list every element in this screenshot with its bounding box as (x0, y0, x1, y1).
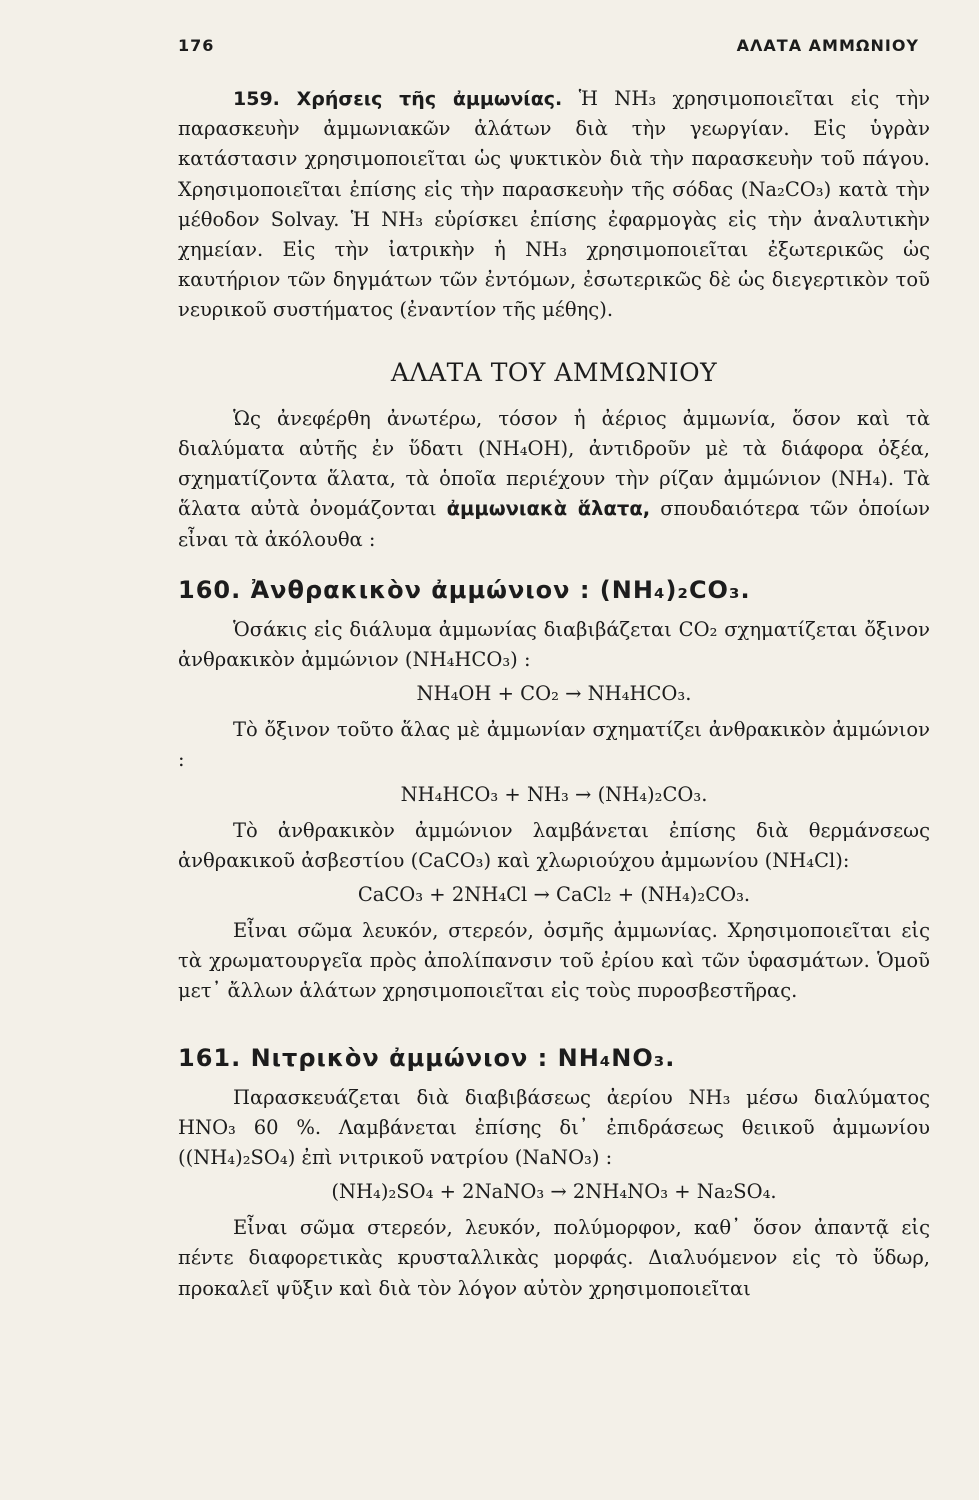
section-160-p1: Ὁσάκις εἰς διάλυμα ἀμμωνίας διαβιβάζεται CO₂ σχηματίζεται ὄξινον ἀνθρακικὸν ἀμμώνιον (NH₄HCO₃) : (178, 617, 930, 672)
salts-intro-bold: ἀμμωνιακὰ ἅλατα, (446, 497, 651, 521)
salts-intro (178, 404, 930, 555)
section-160-eq1: NH₄OH + CO₂ → NH₄HCO₃. (416, 682, 692, 706)
section-160-eq2: NH₄HCO₃ + NH₃ → (NH₄)₂CO₃. (400, 782, 708, 806)
section-159-body: Ἡ NH₃ χρησιμοποιεῖται εἰς τὴν παρασκευὴν ἀμμωνιακῶν ἁλάτων διὰ τὴν γεωργίαν. Εἰς ὑγρὰν κατάστασιν χρησιμοποιεῖται ὡς ψυκτικὸν διὰ τὴν παρασκευὴν τοῦ πάγου. Χρησιμοποιεῖται ἐπίσης εἰς τὴν παρασκευὴν τῆς σόδας (Na₂CO₃) κατὰ τὴν μέθοδον Solvay. Ἡ NH₃ εὑρίσκει ἐπίσης ἐφαρμογὰς εἰς τὴν ἀναλυτικὴν χημείαν. Εἰς τὴν ἰατρικὴν ἡ NH₃ χρησιμοποιεῖται ἐξωτερικῶς ὡς καυτήριον τῶν δηγμάτων τῶν ἐντόμων, ἐσωτερικῶς δὲ ὡς διεγερτικὸν τοῦ νευρικοῦ συστήματος (ἐναντίον τῆς μέθης). (178, 87, 930, 322)
page-number: 176 (178, 36, 215, 55)
section-161-eq1: (NH₄)₂SO₄ + 2NaNO₃ → 2NH₄NO₃ + Na₂SO₄. (331, 1180, 777, 1204)
section-160-p2: Τὸ ὄξινον τοῦτο ἅλας μὲ ἀμμωνίαν σχηματίζει ἀνθρακικὸν ἀμμώνιον : (178, 718, 930, 772)
section-160-p4: Εἶναι σῶμα λευκόν, στερεόν, ὀσμῆς ἀμμωνίας. Χρησιμοποιεῖται εἰς τὰ χρωματουργεῖα πρὸς ἀπολίπανσιν τοῦ ἐρίου καὶ τῶν ὑφασμάτων. Ὁμοῦ μετ᾽ ἄλλων ἁλάτων χρησιμοποιεῖται εἰς τοὺς πυροσβεστῆρας. (178, 919, 930, 1003)
page-body (178, 84, 930, 1304)
salts-intro-text: Ὡς ἀνεφέρθη ἀνωτέρω, τόσον ἡ ἀέριος ἀμμωνία, ὅσον καὶ τὰ διαλύματα αὐτῆς ἐν ὕδατι (NH₄OH), ἀντιδροῦν μὲ τὰ διάφορα ὀξέα, σχηματίζοντα ἅλατα, τὰ ὁποῖα περιέχουν τὴν ρίζαν ἀμμώνιον (NH₄). Τὰ ἅλατα αὐτὰ ὀνομάζονται (178, 406, 930, 521)
salts-intro-end: σπουδαιότερα τῶν ὁποίων εἶναι τὰ ἀκόλουθα : (178, 497, 930, 551)
section-160-heading: 160. Ἀνθρακικὸν ἀμμώνιον : (NH₄)₂CO₃. (178, 575, 751, 604)
section-159-paragraph (178, 84, 930, 326)
running-title: ΑΛΑΤΑ ΑΜΜΩΝΙΟΥ (736, 36, 919, 55)
section-159-heading: 159. Χρήσεις τῆς ἀμμωνίας. (233, 88, 563, 110)
section-gap (178, 1007, 930, 1023)
section-161-heading: 161. Νιτρικὸν ἀμμώνιον : NH₄NO₃. (178, 1043, 676, 1072)
salts-title: ΑΛΑΤΑ ΤΟΥ ΑΜΜΩΝΙΟΥ (390, 357, 718, 387)
section-161-p1: Παρασκευάζεται διὰ διαβιβάσεως ἀερίου NH₃ μέσω διαλύματος HNO₃ 60 %. Λαμβάνεται ἐπίσης δι᾽ ἐπιδράσεως θειικοῦ ἀμμωνίου ((NH₄)₂SO₄) ἐπὶ νιτρικοῦ νατρίου (NaNO₃) : (178, 1085, 930, 1170)
section-160-p3: Τὸ ἀνθρακικὸν ἀμμώνιον λαμβάνεται ἐπίσης διὰ θερμάνσεως ἀνθρακικοῦ ἀσβεστίου (CaCO₃) καὶ χλωριούχου ἀμμωνίου (NH₄Cl): (178, 818, 930, 872)
section-161-p2: Εἶναι σῶμα στερεόν, λευκόν, πολύμορφον, καθ᾽ ὅσον ἀπαντᾷ εἰς πέντε διαφορετικὰς κρυσταλλικὰς μορφάς. Διαλυόμενον εἰς τὸ ὕδωρ, προκαλεῖ ψῦξιν καὶ διὰ τὸν λόγον αὐτὸν χρησιμοποιεῖται (178, 1216, 930, 1300)
section-160-eq3: CaCO₃ + 2NH₄Cl → CaCl₂ + (NH₄)₂CO₃. (357, 883, 751, 907)
